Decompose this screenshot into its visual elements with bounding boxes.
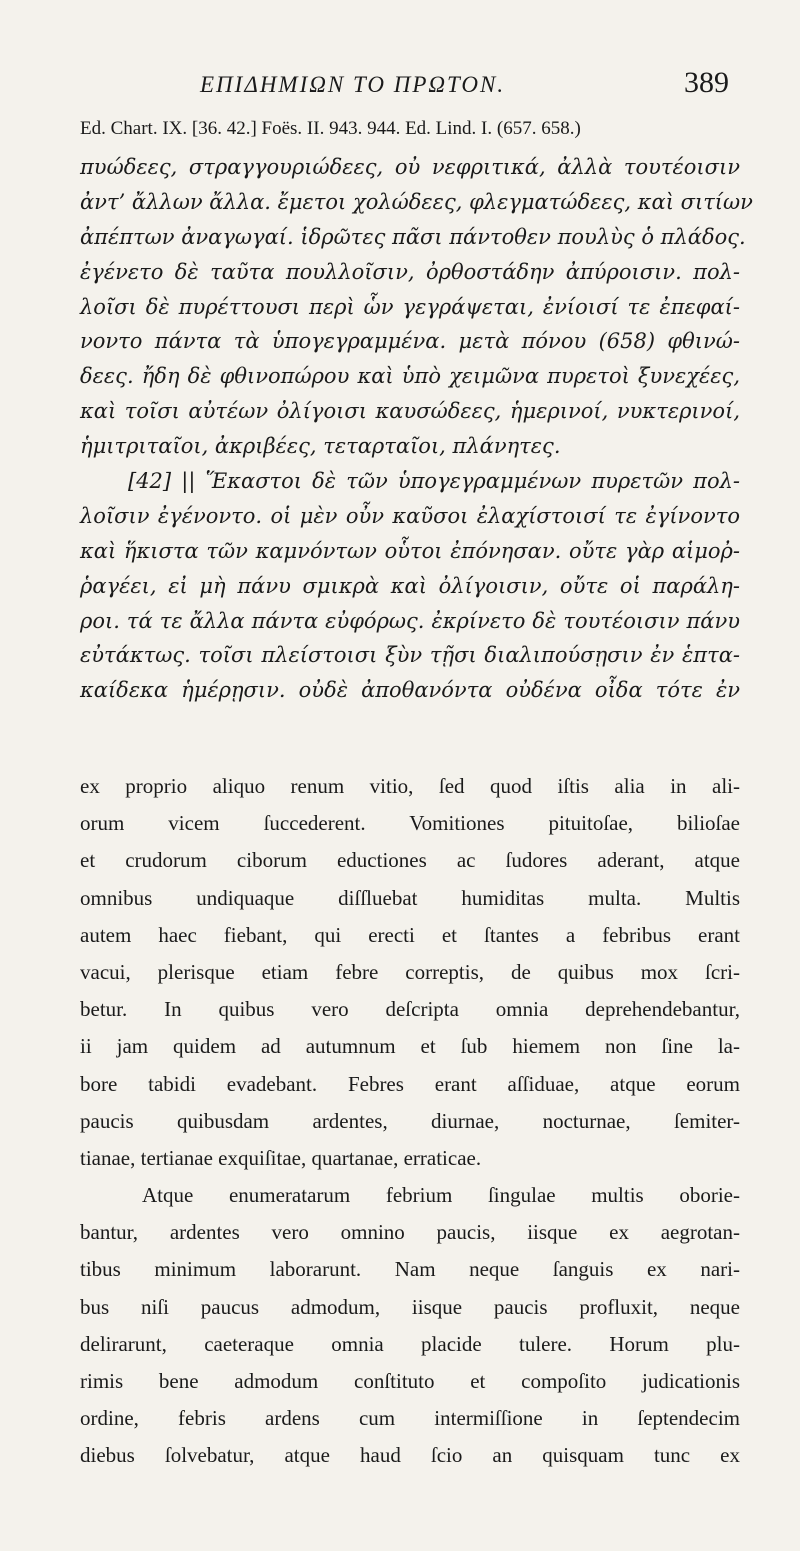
greek-line: ροι. τά τε ἄλλα πάντα εὐφόρως. ἐκρίνετο δὲ τουτέοισιν πάνυ (80, 608, 740, 633)
greek-line: καίδεκα ἡμέρῃσιν. οὐδὲ ἀποθανόντα οὐδένα οἶδα τότε ἐν (80, 678, 740, 703)
latin-line: ex proprio aliquo renum vitio, ſed quod iſtis alia in ali- (80, 774, 740, 798)
greek-line: νοντο πάντα τὰ ὑπογεγραμμένα. μετὰ πόνου (658) φθινώ- (80, 329, 740, 354)
greek-line: ἀπέπτων ἀναγωγαί. ἱδρῶτες πᾶσι πάντοθεν πουλὺς ὁ πλάδος. (80, 224, 746, 249)
latin-line: bore tabidi evadebant. Febres erant aſſiduae, atque eorum (80, 1071, 740, 1096)
latin-line: ii jam quidem ad autumnum et ſub hiemem non ſine la- (80, 1034, 740, 1059)
greek-line: πυώδεες, στραγγουριώδεες, οὐ νεφριτικά, ἀλλὰ τουτέοισιν (80, 155, 740, 179)
latin-line: Atque enumeratarum febrium ſingulae multis oborie- (142, 1183, 740, 1208)
greek-line: εὐτάκτως. τοῖσι πλείστοισι ξὺν τῇσι διαλιπούσῃσιν ἐν ἑπτα- (80, 643, 740, 668)
latin-line: omnibus undiquaque diſſluebat humiditas multa. Multis (80, 885, 740, 910)
page-number: 389 (684, 66, 729, 99)
latin-line: vacui, plerisque etiam febre correptis, de quibus mox ſcri- (80, 959, 740, 984)
greek-line: ἀντ’ ἄλλων ἄλλα. ἔμετοι χολώδεες, φλεγματώδεες, καὶ σιτίων (80, 189, 753, 214)
latin-line: et crudorum ciborum eductiones ac ſudores aderant, atque (80, 848, 740, 873)
greek-line: λοῖσιν ἐγένοντο. οἱ μὲν οὖν καῦσοι ἐλαχίστοισί τε ἐγίνοντο (80, 503, 740, 528)
latin-line: delirarunt, caeteraque omnia placide tulere. Horum plu- (80, 1331, 740, 1356)
latin-line: paucis quibusdam ardentes, diurnae, nocturnae, ſemiter- (80, 1108, 740, 1133)
greek-line: ῥαγέει, εἰ μὴ πάνυ σμικρὰ καὶ ὀλίγοισιν, οὔτε οἱ παράλη- (80, 573, 740, 598)
greek-line: [42] || Ἕκαστοι δὲ τῶν ὑπογεγραμμένων πυρετῶν πολ- (128, 469, 740, 494)
latin-line: tibus minimum laborarunt. Nam neque ſanguis ex nari- (80, 1257, 740, 1282)
greek-line: καὶ τοῖσι αὐτέων ὀλίγοισι καυσώδεες, ἡμερινοί, νυκτερινοί, (80, 399, 740, 424)
latin-line: autem haec fiebant, qui erecti et ſtantes a febribus erant (80, 922, 740, 947)
latin-line: tianae, tertianae exquiſitae, quartanae, erraticae. (80, 1145, 482, 1170)
latin-text-block (80, 768, 740, 1475)
edition-references: Ed. Chart. IX. [36. 42.] Foës. II. 943. 944. Ed. Lind. I. (657. 658.) (80, 118, 581, 139)
latin-line: betur. In quibus vero deſcripta omnia deprehendebantur, (80, 997, 740, 1022)
latin-line: orum vicem ſuccederent. Vomitiones pituitoſae, bilioſae (80, 811, 740, 836)
page-header (0, 66, 800, 106)
latin-line: diebus ſolvebatur, atque haud ſcio an quisquam tunc ex (80, 1443, 740, 1468)
latin-line: rimis bene admodum conſtituto et compoſito judicationis (80, 1369, 740, 1393)
greek-line: καὶ ἥκιστα τῶν καμνόντων οὗτοι ἐπόνησαν. οὔτε γὰρ αἱμοῤ- (80, 538, 740, 563)
greek-line: δεες. ἤδη δὲ φθινοπώρου καὶ ὑπὸ χειμῶνα πυρετοὶ ξυνεχέες, (80, 364, 740, 389)
latin-line: bus niſi paucus admodum, iisque paucis profluxit, neque (80, 1294, 740, 1319)
running-title: ΕΠΙΔΗΜΙΩΝ ΤΟ ΠΡΩΤΟΝ. (200, 72, 506, 97)
latin-line: ordine, febris ardens cum intermiſſione in ſeptendecim (80, 1406, 740, 1431)
greek-line: ἐγένετο δὲ ταῦτα πουλλοῖσιν, ὀρθοστάδην ἀπύροισιν. πολ- (80, 259, 740, 284)
latin-line: bantur, ardentes vero omnino paucis, iisque ex aegrotan- (80, 1220, 740, 1245)
greek-line: ἡμιτριταῖοι, ἀκριβέες, τεταρταῖοι, πλάνητες. (80, 434, 561, 459)
greek-text-block (80, 150, 753, 708)
greek-line: λοῖσι δὲ πυρέττουσι περὶ ὧν γεγράψεται, ἐνίοισί τε ἐπεφαί- (80, 294, 740, 319)
